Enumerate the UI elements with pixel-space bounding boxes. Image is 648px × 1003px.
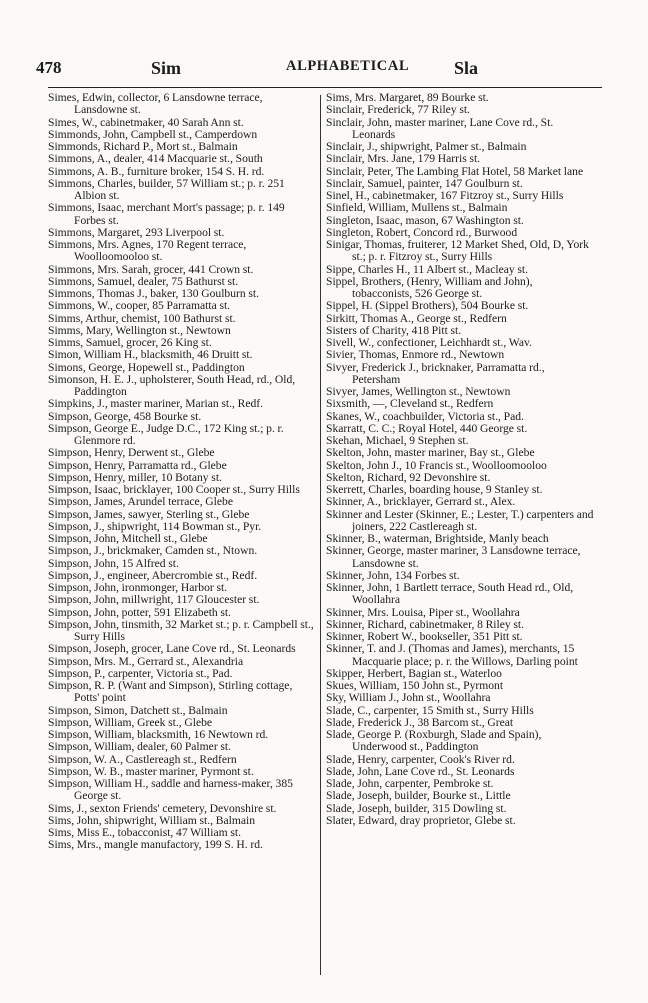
directory-entry: Sinclair, John, master mariner, Lane Cove rd., St. Leonards [326, 115, 554, 141]
directory-entry: Simmons, Samuel, dealer, 75 Bathurst st. [48, 274, 239, 288]
directory-entry: Simpson, William, blacksmith, 16 Newtown rd. [48, 728, 269, 741]
directory-entry: Skinner, Mrs. Louisa, Piper st., Woollahra [326, 605, 520, 619]
directory-entry: Simpkins, J., master mariner, Marian st., Redf. [48, 397, 264, 411]
directory-entry: Skelton, John, master mariner, Bay st., Glebe [326, 446, 535, 460]
directory-entry: Simpson, W. B., master mariner, Pyrmont st. [48, 764, 254, 778]
directory-entry: Simpson, Isaac, bricklayer, 100 Cooper st., Surry Hills [48, 483, 300, 496]
directory-entry: Skanes, W., coachbuilder, Victoria st., Pad. [326, 409, 524, 423]
directory-entry: Simpson, Mrs. M., Gerrard st., Alexandria [48, 654, 244, 668]
directory-entry: Simmons, A. B., furniture broker, 154 S. H. rd. [48, 164, 265, 178]
directory-entry: Simpson, W. A., Castlereagh st., Redfern [48, 752, 237, 766]
directory-entry: Sirkitt, Thomas A., George st., Redfern [326, 311, 507, 325]
directory-entry: Simpson, J., brickmaker, Camden st., Ntown. [48, 544, 258, 558]
directory-entry: Simpson, John, tinsmith, 32 Market st.; p. r. Campbell st., Surry Hills [48, 617, 314, 643]
directory-entry: Slade, C., carpenter, 15 Smith st., Surry Hills [326, 703, 534, 717]
directory-entry: Simpson, John, Mitchell st., Glebe [48, 532, 208, 545]
directory-entry: Simms, Mary, Wellington st., Newtown [48, 323, 231, 337]
directory-entry: Sivyer, Frederick J., bricknaker, Parramatta rd., Petersham [326, 360, 545, 386]
page-header [36, 58, 614, 84]
directory-entry: Sippel, Brothers, (Henry, William and John), tobacconists, 526 George st. [326, 274, 533, 300]
directory-entry: Simpson, James, sawyer, Sterling st., Glebe [48, 507, 250, 521]
directory-entry: Simpson, Joseph, grocer, Lane Cove rd., St. Leonards [48, 642, 296, 656]
directory-entry: Sixsmith, —, Cleveland st., Redfern [326, 397, 494, 411]
directory-entry: Simmons, Margaret, 293 Liverpool st. [48, 225, 225, 239]
directory-entry: Simpson, P., carpenter, Victoria st., Pad. [48, 666, 233, 680]
directory-entry: Skehan, Michael, 9 Stephen st. [326, 434, 469, 447]
directory-entry: Skinner, John, 134 Forbes st. [326, 568, 460, 582]
directory-entry: Simpson, James, Arundel terrace, Glebe [48, 495, 233, 509]
directory-entry: Skinner, A., bricklayer, Gerrard st., Alex. [326, 495, 516, 509]
directory-entry: Simmonds, John, Campbell st., Camperdown [48, 127, 258, 141]
directory-entry: Sinclair, Mrs. Jane, 179 Harris st. [326, 152, 481, 166]
directory-entry: Slade, Joseph, builder, Bourke st., Little [326, 789, 511, 803]
directory-entry: Simon, William H., blacksmith, 46 Druitt st. [48, 348, 253, 362]
directory-entry: Simmons, A., dealer, 414 Macquarie st., South [48, 152, 263, 166]
directory-entry: Simons, George, Hopewell st., Paddington [48, 360, 245, 374]
directory-entry: Slater, Edward, dray proprietor, Glebe st. [326, 813, 516, 827]
directory-entry: Simpson, George, 458 Bourke st. [48, 409, 202, 423]
directory-entry: Sinclair, Peter, The Lambing Flat Hotel, 58 Market lane [326, 164, 584, 178]
header-rule [48, 87, 602, 88]
directory-entry: Simmons, Thomas J., baker, 130 Goulburn st. [48, 287, 259, 300]
directory-entry: Slade, George P. (Roxburgh, Slade and Spain), Underwood st., Paddington [326, 728, 542, 754]
directory-entry: Simmons, Isaac, merchant Mort's passage; p. r. 149 Forbes st. [48, 201, 285, 227]
directory-entry: Simpson, William, Greek st., Glebe [48, 715, 213, 729]
directory-entry: Skinner, John, 1 Bartlett terrace, South Head rd., Old, Woollahra [326, 581, 574, 607]
directory-entry: Simmons, Mrs. Sarah, grocer, 441 Crown st. [48, 262, 254, 276]
directory-entry: Skinner, T. and J. (Thomas and James), merchants, 15 Macquarie place; p. r. the Willows, Darling point [326, 642, 578, 668]
directory-entry: Sinclair, Frederick, 77 Riley st. [326, 103, 470, 117]
directory-entry: Simmons, Mrs. Agnes, 170 Regent terrace, Woolloomooloo st. [48, 238, 247, 264]
directory-entry: Simpson, William H., saddle and harness-maker, 385 George st. [48, 777, 293, 803]
directory-entry: Sinigar, Thomas, fruiterer, 12 Market Shed, Old, D, York st.; p. r. Fitzroy st., Surry Hills [326, 238, 589, 264]
directory-entry: Sims, Miss E., tobacconist, 47 William st. [48, 826, 241, 839]
directory-entry: Sippel, H. (Sippel Brothers), 504 Bourke st. [326, 299, 529, 313]
directory-entry: Sims, John, shipwright, William st., Balmain [48, 813, 256, 827]
directory-entry: Sinfield, William, Mullens st., Balmain [326, 201, 508, 215]
directory-entry: Skinner, Richard, cabinetmaker, 8 Riley st. [326, 617, 525, 631]
directory-entry: Skues, William, 150 John st., Pyrmont [326, 679, 504, 692]
directory-entry: Skelton, Richard, 92 Devonshire st. [326, 470, 491, 484]
directory-entry: Sivell, W., confectioner, Leichhardt st., Wav. [326, 336, 532, 349]
directory-entry: Slade, John, Lane Cove rd., St. Leonards [326, 764, 515, 778]
directory-entry: Skipper, Herbert, Bagian st., Waterloo [326, 666, 502, 680]
directory-entry: Simes, W., cabinetmaker, 40 Sarah Ann st. [48, 115, 244, 129]
directory-entry: Sky, William J., John st., Woollahra [326, 691, 491, 705]
directory-entry: Simmons, W., cooper, 85 Parramatta st. [48, 299, 231, 313]
directory-entry: Simpson, Henry, Parramatta rd., Glebe [48, 458, 227, 472]
directory-entry: Sivyer, James, Wellington st., Newtown [326, 385, 511, 398]
directory-entry: Simmonds, Richard P., Mort st., Balmain [48, 140, 238, 153]
directory-entry: Simpson, J., shipwright, 114 Bowman st., Pyr. [48, 519, 262, 533]
directory-entry: Sinclair, Samuel, painter, 147 Goulburn st. [326, 176, 523, 190]
directory-entry: Sims, J., sexton Friends' cemetery, Devonshire st. [48, 801, 277, 815]
directory-entry: Simpson, J., engineer, Abercrombie st., Redf. [48, 568, 258, 582]
directory-entry: Simpson, John, 15 Alfred st. [48, 556, 179, 570]
left-column [48, 92, 316, 852]
directory-entry: Simpson, John, potter, 591 Elizabeth st. [48, 605, 232, 619]
page-number: 478 [36, 58, 62, 77]
directory-entry: Simms, Arthur, chemist, 100 Bathurst st. [48, 311, 236, 325]
directory-entry: Simms, Samuel, grocer, 26 King st. [48, 336, 212, 349]
column-divider [320, 95, 321, 975]
directory-entry: Simpson, George E., Judge D.C., 172 King st.; p. r. Glenmore rd. [48, 421, 284, 447]
left-keyword: Sim [151, 58, 182, 78]
directory-entry: Skarratt, C. C.; Royal Hotel, 440 George st. [326, 421, 528, 435]
directory-entry: Skinner, Robert W., bookseller, 351 Pitt st. [326, 630, 523, 643]
directory-entry: Simmons, Charles, builder, 57 William st.; p. r. 251 Albion st. [48, 176, 285, 202]
directory-entry: Skinner, B., waterman, Brightside, Manly beach [326, 532, 549, 545]
right-keyword: Sla [454, 58, 479, 78]
directory-entry: Simpson, John, millwright, 117 Gloucester st. [48, 593, 260, 607]
directory-entry: Skinner and Lester (Skinner, E.; Lester, T.) carpenters and joiners, 222 Castlereagh st. [326, 507, 594, 533]
directory-entry: Slade, Joseph, builder, 315 Dowling st. [326, 801, 507, 815]
directory-entry: Simpson, John, ironmonger, Harbor st. [48, 581, 228, 594]
directory-entry: Sinclair, J., shipwright, Palmer st., Balmain [326, 140, 527, 153]
directory-entry: Slade, Henry, carpenter, Cook's River rd. [326, 752, 515, 766]
directory-entry: Sims, Mrs. Margaret, 89 Bourke st. [326, 91, 489, 104]
page-title: ALPHABETICAL [286, 58, 410, 74]
directory-entry: Simpson, William, dealer, 60 Palmer st. [48, 740, 232, 754]
directory-entry: Simonson, H. E. J., upholsterer, South Head, rd., Old, Paddington [48, 372, 296, 398]
directory-entry: Skelton, John J., 10 Francis st., Woolloomooloo [326, 458, 547, 472]
directory-entry: Sims, Mrs., mangle manufactory, 199 S. H. rd. [48, 838, 263, 852]
directory-entry: Sippe, Charles H., 11 Albert st., Macleay st. [326, 262, 528, 276]
directory-entry: Skerrett, Charles, boarding house, 9 Stanley st. [326, 483, 543, 496]
directory-entry: Simpson, Henry, miller, 10 Botany st. [48, 470, 222, 484]
directory-entry: Simpson, Henry, Derwent st., Glebe [48, 446, 215, 460]
directory-entry: Sisters of Charity, 418 Pitt st. [326, 323, 462, 337]
directory-entry: Skinner, George, master mariner, 3 Lansdowne terrace, Lansdowne st. [326, 544, 581, 570]
directory-entry: Simes, Edwin, collector, 6 Lansdowne terrace, Lansdowne st. [48, 91, 263, 117]
directory-entry: Singleton, Robert, Concord rd., Burwood [326, 225, 518, 239]
right-column [326, 92, 594, 827]
directory-entry: Singleton, Isaac, mason, 67 Washington st. [326, 213, 524, 227]
directory-entry: Simpson, R. P. (Want and Simpson), Stirling cottage, Potts' point [48, 679, 293, 705]
directory-entry: Sinel, H., cabinetmaker, 167 Fitzroy st., Surry Hills [326, 189, 564, 202]
directory-entry: Sivier, Thomas, Enmore rd., Newtown [326, 348, 505, 362]
directory-entry: Simpson, Simon, Datchett st., Balmain [48, 703, 228, 717]
directory-entry: Slade, Frederick J., 38 Barcom st., Great [326, 715, 514, 729]
directory-entry: Slade, John, carpenter, Pembroke st. [326, 777, 494, 790]
